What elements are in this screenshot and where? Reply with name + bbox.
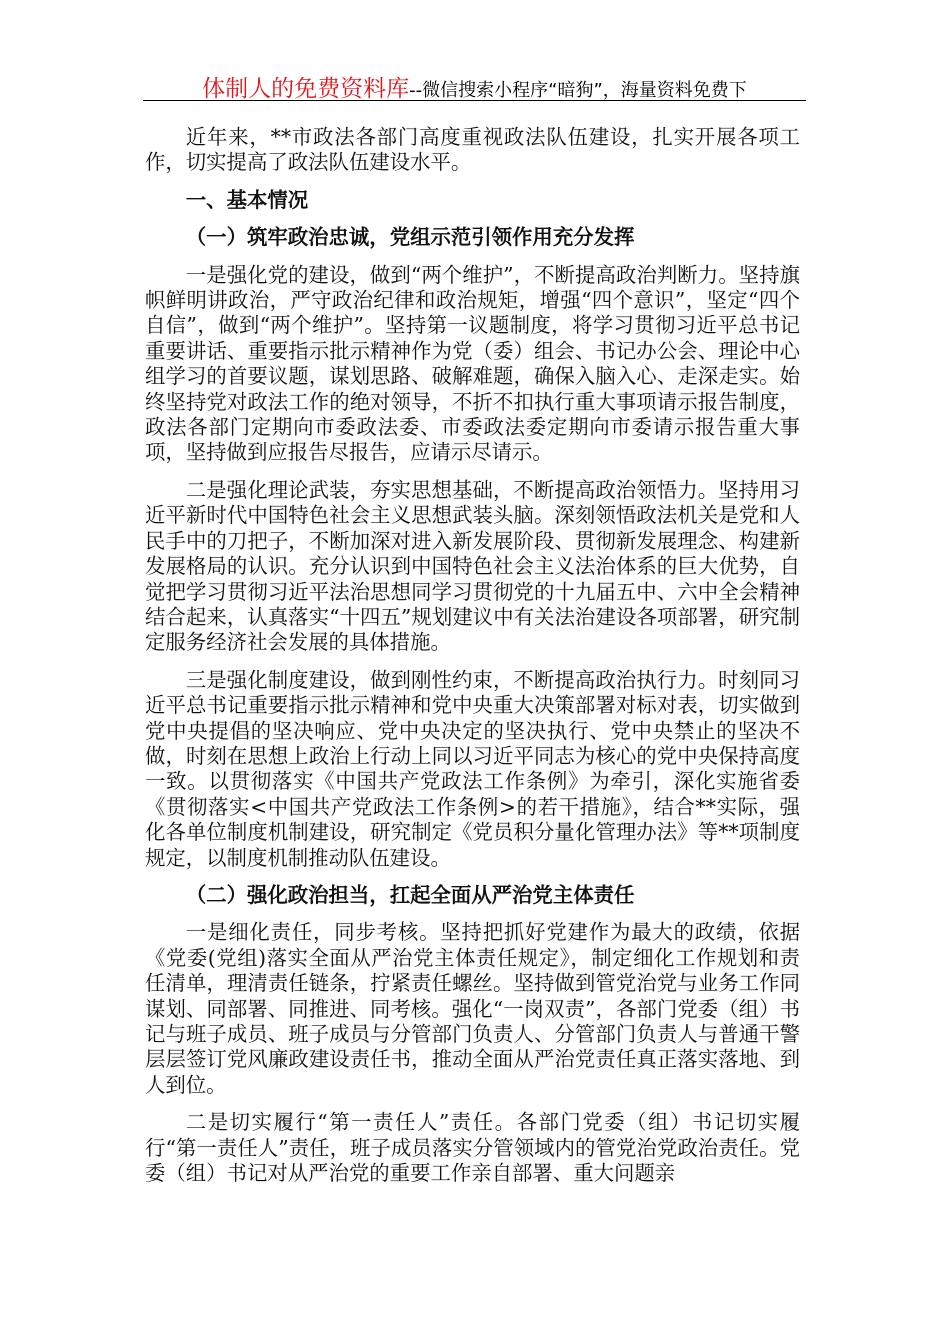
body-paragraph: 二是切实履行“第一责任人”责任。各部门党委（组）书记切实履行“第一责任人”责任，班子成员落实分管领域内的管党治党政治责任。党委（组）书记对从严治党的重要工作亲自部署、重大问题亲 <box>145 1110 800 1186</box>
body-paragraph: 二是强化理论武装，夯实思想基础，不断提高政治领悟力。坚持用习近平新时代中国特色社会主义思想武装头脑。深刻领悟政法机关是党和人民手中的刀把子，不断加深对进入新发展阶段、贯彻新发展理念、构建新发展格局的认识。充分认识到中国特色社会主义法治体系的巨大优势，自觉把学习贯彻习近平法治思想同学习贯彻党的十九届五中、六中全会精神结合起来，认真落实“十四五”规划建议中有关法治建设各项部署，研究制定服务经济社会发展的具体措施。 <box>145 477 800 655</box>
header-tagline: --微信搜索小程序“暗狗”，海量资料免费下 <box>409 80 747 101</box>
intro-paragraph: 近年来，**市政法各部门高度重视政法队伍建设，扎实开展各项工作，切实提高了政法队伍建设水平。 <box>145 125 800 175</box>
subsection-heading: （二）强化政治担当，扛起全面从严治党主体责任 <box>185 882 635 907</box>
body-paragraph: 三是强化制度建设，做到刚性约束，不断提高政治执行力。时刻同习近平总书记重要指示批示精神和党中央重大决策部署对标对表，切实做到党中央提倡的坚决响应、党中央决定的坚决执行、党中央禁止的坚决不做，时刻在思想上政治上行动上同以习近平同志为核心的党中央保持高度一致。以贯彻落实《中国共产党政法工作条例》为牵引，深化实施省委《贯彻落实<中国共产党政法工作条例>的若干措施》，结合**实际，强化各单位制度机制建设，研究制定《党员积分量化管理办法》等**项制度规定，以制度机制推动队伍建设。 <box>145 667 800 870</box>
body-paragraph: 一是细化责任，同步考核。坚持把抓好党建作为最大的政绩，依据《党委(党组)落实全面从严治党主体责任规定》，制定细化工作规划和责任清单，理清责任链条，拧紧责任螺丝。坚持做到管党治党与业务工作同谋划、同部署、同推进、同考核。强化“一岗双责”，各部门党委（组）书记与班子成员、班子成员与分管部门负责人、分管部门负责人与普通干警层层签订党风廉政建设责任书，推动全面从严治党责任真正落实落地、到人到位。 <box>145 920 800 1097</box>
document-body <box>145 125 800 1198</box>
subsection-heading: （一）筑牢政治忠诚，党组示范引领作用充分发挥 <box>185 225 635 250</box>
section-heading: 一、基本情况 <box>185 187 309 212</box>
header-brand: 体制人的免费资料库 <box>202 76 410 102</box>
page-header <box>143 70 806 101</box>
body-paragraph: 一是强化党的建设，做到“两个维护”，不断提高政治判断力。坚持旗帜鲜明讲政治，严守政治纪律和政治规矩，增强“四个意识”，坚定“四个自信”，做到“两个维护”。坚持第一议题制度，将学习贯彻习近平总书记重要讲话、重要指示批示精神作为党（委）组会、书记办公会、理论中心组学习的首要议题，谋划思路、破解难题，确保入脑入心、走深走实。始终坚持党对政法工作的绝对领导，不折不扣执行重大事项请示报告制度，政法各部门定期向市委政法委、市委政法委定期向市委请示报告重大事项，坚持做到应报告尽报告，应请示尽请示。 <box>145 262 800 465</box>
